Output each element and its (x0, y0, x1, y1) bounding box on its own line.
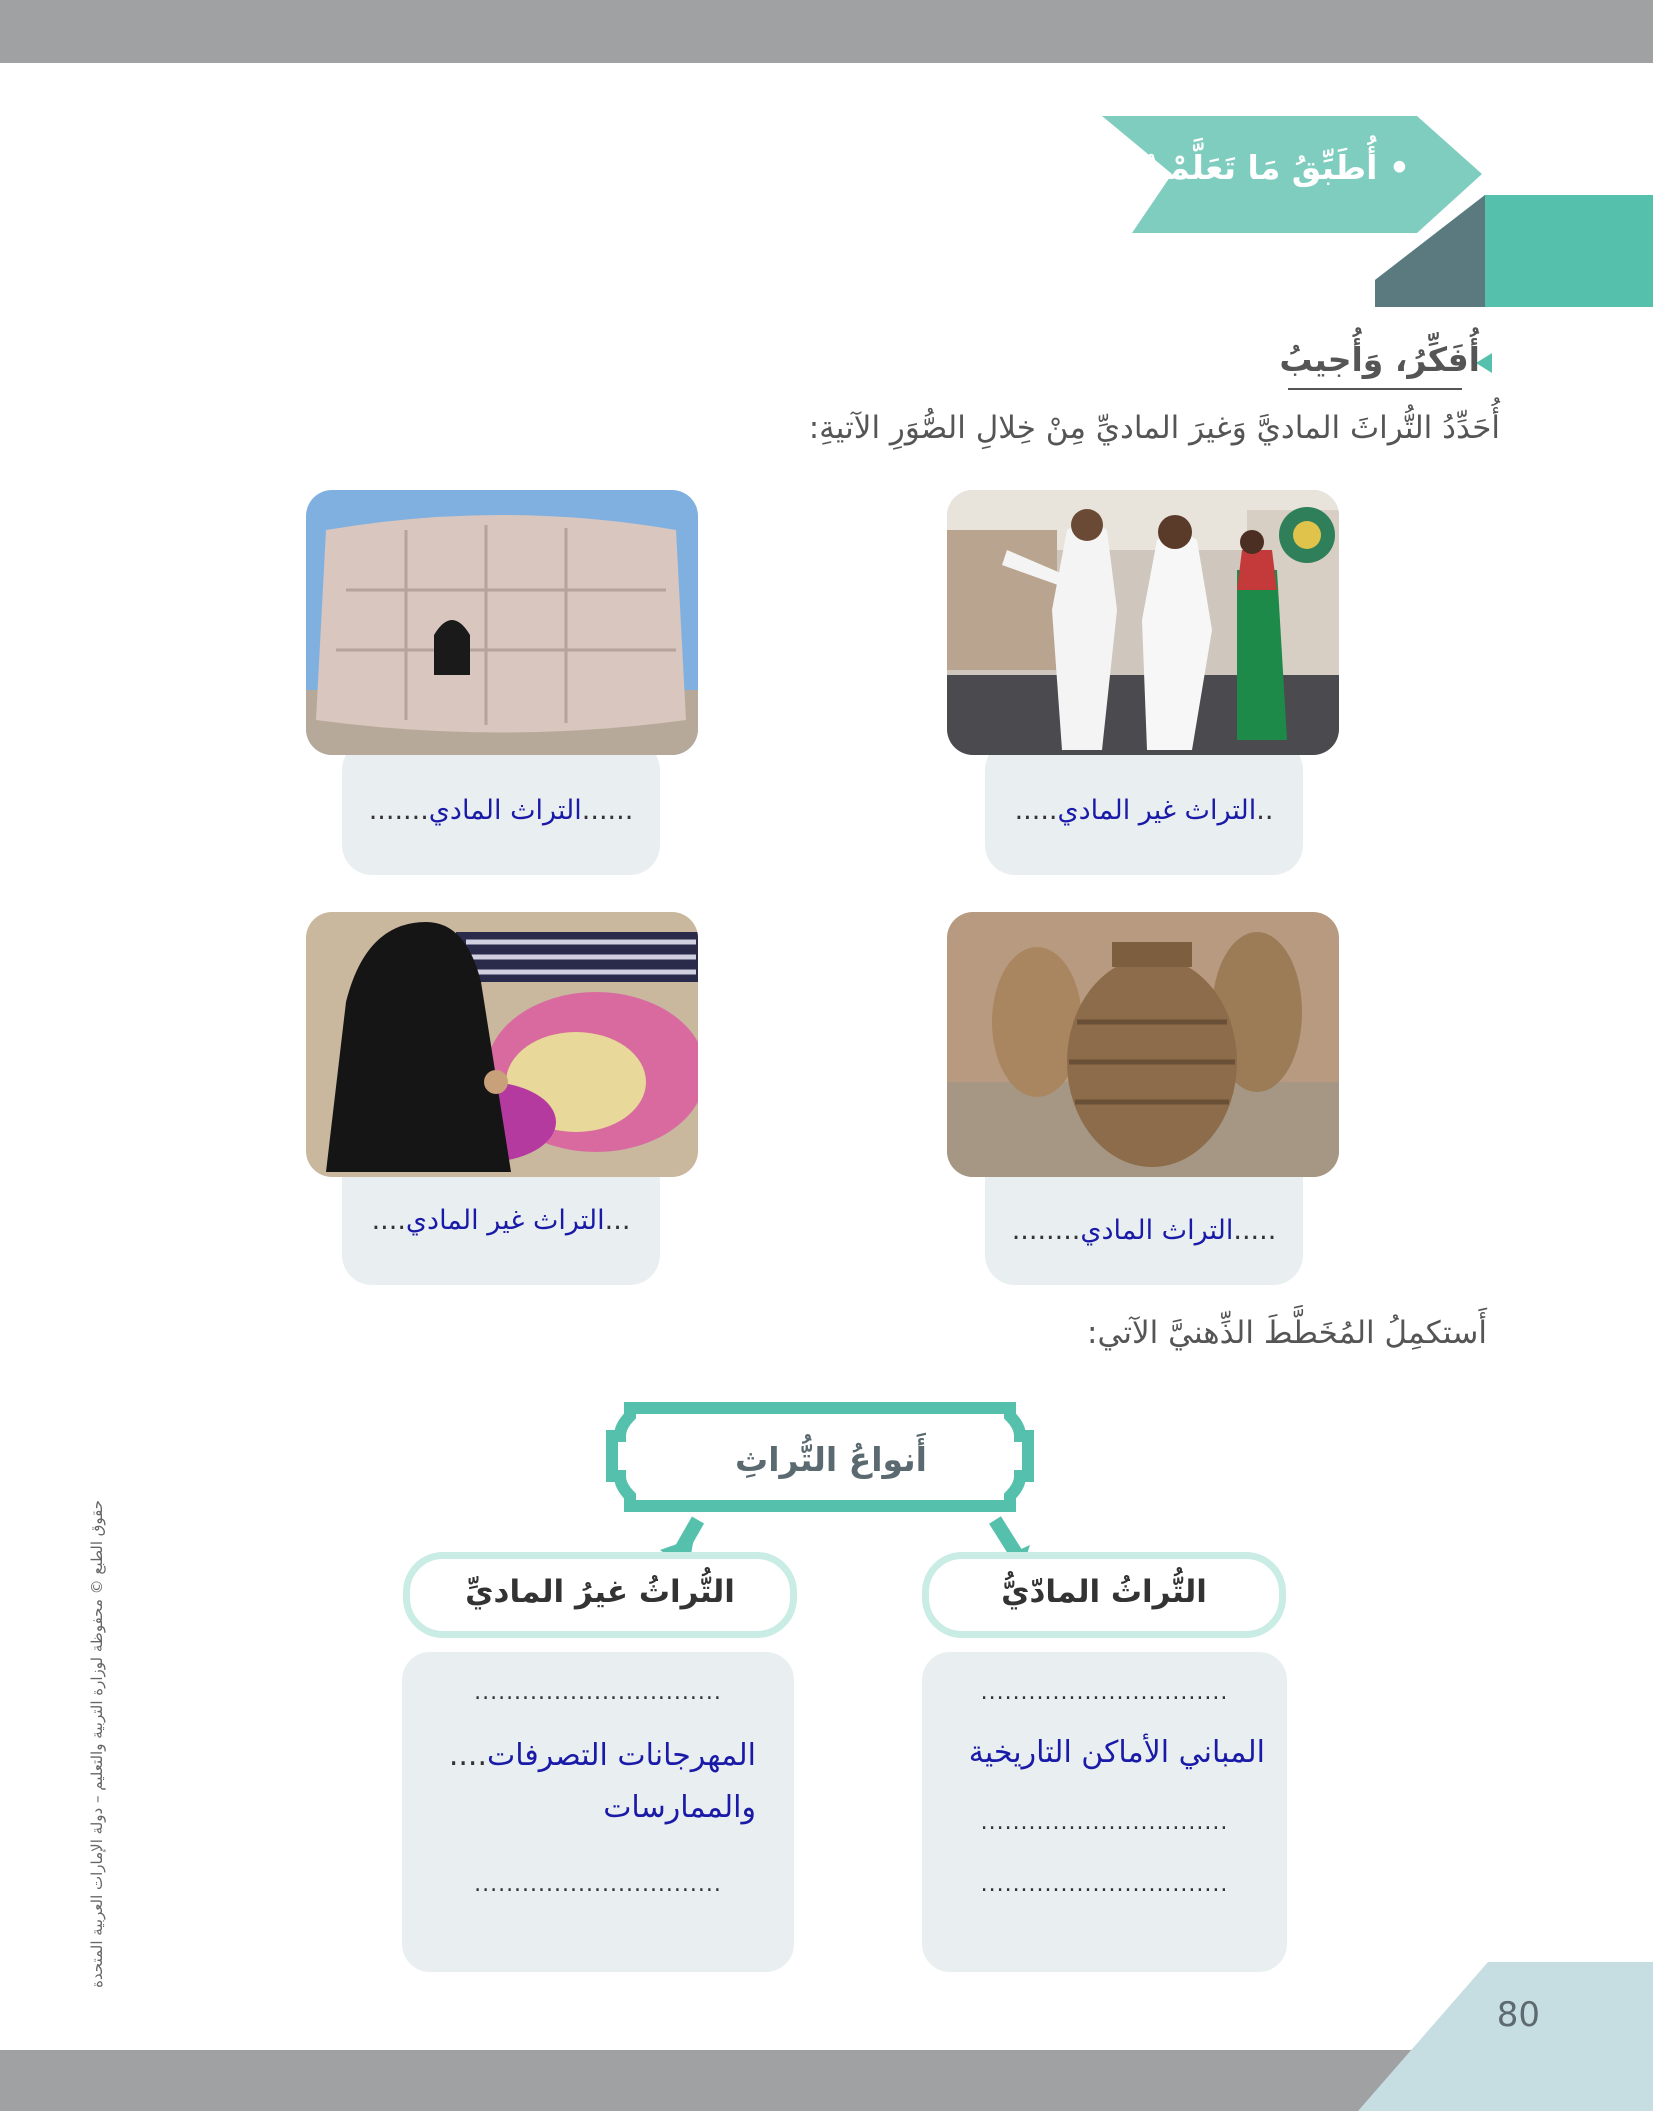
answer-label-4: ...التراث غير المادي.... (371, 1205, 631, 1236)
page-number: 80 (1496, 1995, 1540, 2035)
top-bar (0, 0, 1653, 63)
intangible-answer-dots: .... (448, 1738, 488, 1773)
answer-text-1: التراث غير المادي (1057, 795, 1257, 826)
material-heritage-title: التُّراثُ المادّيُّ (1001, 1574, 1207, 1610)
clay-pots-photo (947, 912, 1339, 1177)
intangible-heritage-title: التُّراثُ غيرُ الماديِّ (465, 1574, 735, 1610)
activity-instruction: أُحَدِّدُ التُّراثَ الماديَّ وَغيرَ الماديِّ مِنْ خِلالِ الصُّوَرِ الآتيةِ: (808, 410, 1500, 446)
palm-weaving-photo (306, 912, 698, 1177)
answer-label-2: ......التراث المادي....... (368, 795, 634, 826)
heading-underline (1288, 388, 1462, 390)
intangible-line-4: ............................... (474, 1872, 722, 1897)
material-line-4: ............................... (980, 1872, 1229, 1897)
activity-heading: أُفَكِّرُ، وَأُجيبُ (1279, 340, 1480, 379)
copyright-text: حقوق الطبع © محفوظة لوزارة التربية والتعليم – دولة الإمارات العربية المتحدة (88, 1500, 106, 1988)
answer-text-4: التراث غير المادي (405, 1205, 605, 1236)
material-line-3: ............................... (980, 1810, 1229, 1835)
material-answer: المباني الأماكن التاريخية (968, 1735, 1265, 1770)
section-title: • أُطَبِّقُ مَا تَعَلَّمْتُ (1134, 148, 1410, 187)
stone-tomb-photo (306, 490, 698, 755)
answer-text-2: التراث المادي (428, 795, 582, 826)
answer-label-3: .....التراث المادي........ (1011, 1215, 1277, 1246)
girls-folk-dance-photo (947, 490, 1339, 755)
answer-text-3: التراث المادي (1080, 1215, 1234, 1246)
answer-label-1: ..التراث غير المادي..... (1014, 795, 1274, 826)
copyright-notice (88, 1500, 128, 1988)
mindmap-instruction: أَستكمِلُ المُخَطَّطَ الذِّهنيَّ الآتي: (1087, 1315, 1487, 1351)
intangible-answer-line-1 (440, 1738, 756, 1773)
intangible-answer-1: المهرجانات التصرفات (487, 1738, 756, 1773)
intangible-line-1: ............................... (474, 1680, 722, 1705)
material-line-1: ............................... (980, 1680, 1229, 1705)
mindmap-root-title: أَنواعُ التُّراثِ (735, 1440, 927, 1479)
intangible-answer-2: والممارسات (603, 1790, 756, 1825)
page-number-tab (1358, 1962, 1653, 2111)
